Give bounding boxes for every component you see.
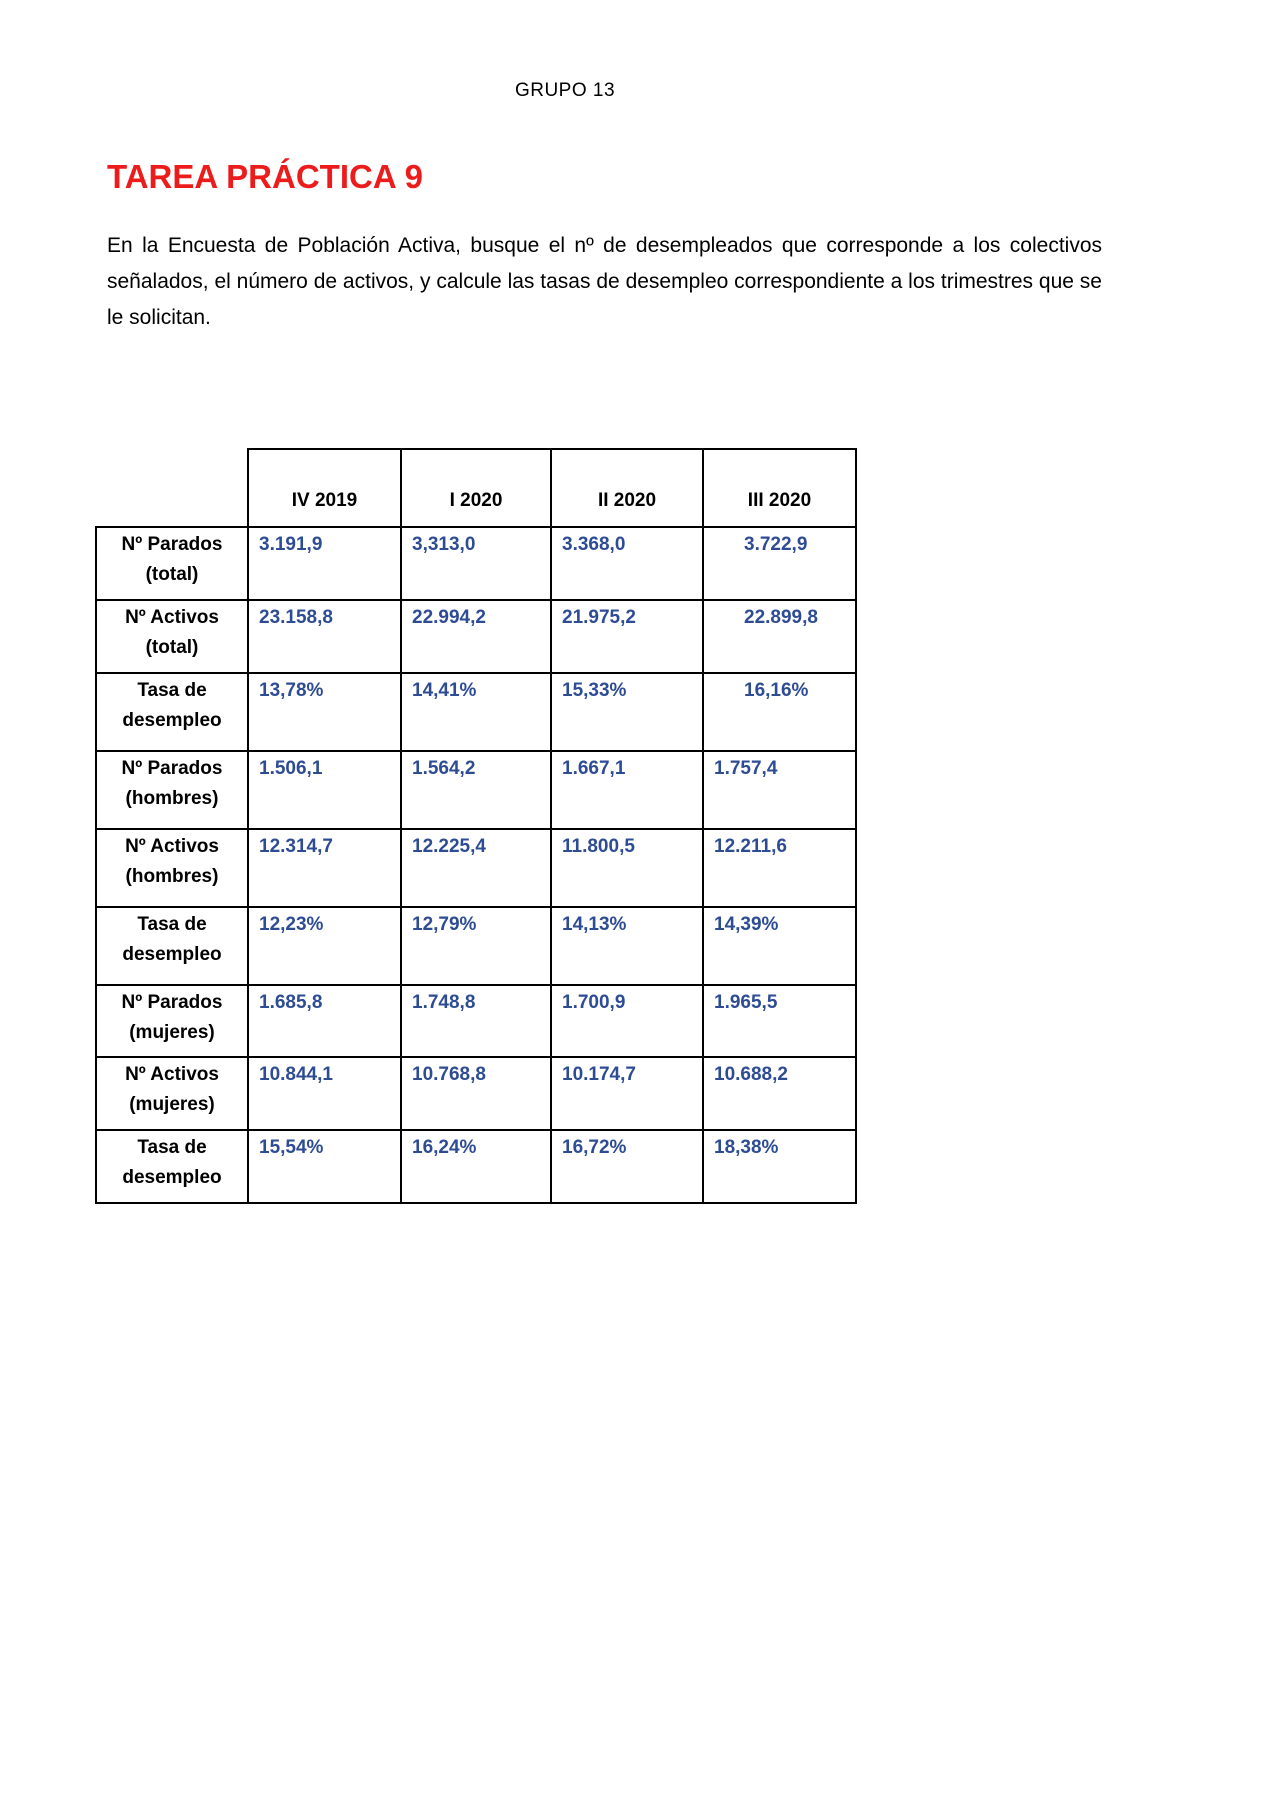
table-cell: 14,13% bbox=[551, 907, 703, 985]
row-label-line: (total) bbox=[145, 564, 199, 585]
row-label bbox=[96, 600, 248, 673]
row-label-line: Tasa de bbox=[137, 914, 207, 935]
page-header: GRUPO 13 bbox=[514, 80, 616, 101]
table-cell: 1.667,1 bbox=[551, 751, 703, 829]
table-cell: 23.158,8 bbox=[248, 600, 401, 673]
table-cell: 1.748,8 bbox=[401, 985, 551, 1057]
row-label bbox=[96, 527, 248, 600]
row-label-line: Nº Activos bbox=[125, 836, 219, 857]
table-row bbox=[96, 673, 856, 751]
table-cell: 15,33% bbox=[551, 673, 703, 751]
row-label-line: (total) bbox=[145, 637, 199, 658]
table-cell: 10.174,7 bbox=[551, 1057, 703, 1130]
row-label-line: Nº Parados bbox=[121, 758, 223, 779]
table-row bbox=[96, 600, 856, 673]
table-cell: 12.211,6 bbox=[703, 829, 856, 907]
row-label-line: desempleo bbox=[122, 1167, 222, 1188]
column-header: II 2020 bbox=[551, 449, 703, 527]
table-row bbox=[96, 829, 856, 907]
table-cell: 3.722,9 bbox=[703, 527, 856, 600]
table-cell: 3.368,0 bbox=[551, 527, 703, 600]
table-cell: 14,41% bbox=[401, 673, 551, 751]
row-label-line: Nº Parados bbox=[121, 992, 223, 1013]
table-cell: 12,23% bbox=[248, 907, 401, 985]
table-cell: 11.800,5 bbox=[551, 829, 703, 907]
table-row bbox=[96, 1057, 856, 1130]
table-cell: 12.225,4 bbox=[401, 829, 551, 907]
table-header-row bbox=[96, 449, 856, 527]
table-row bbox=[96, 985, 856, 1057]
table-cell: 3,313,0 bbox=[401, 527, 551, 600]
table-cell: 1.965,5 bbox=[703, 985, 856, 1057]
row-label-line: Tasa de bbox=[137, 680, 207, 701]
table-cell: 12,79% bbox=[401, 907, 551, 985]
table-row bbox=[96, 751, 856, 829]
table-cell: 10.768,8 bbox=[401, 1057, 551, 1130]
row-label bbox=[96, 1130, 248, 1203]
row-label-line: desempleo bbox=[122, 944, 222, 965]
table-row bbox=[96, 1130, 856, 1203]
table-cell: 18,38% bbox=[703, 1130, 856, 1203]
row-label-line: (mujeres) bbox=[129, 1094, 215, 1115]
table-cell: 10.844,1 bbox=[248, 1057, 401, 1130]
row-label-line: (hombres) bbox=[125, 866, 219, 887]
row-label bbox=[96, 1057, 248, 1130]
table-cell: 1.685,8 bbox=[248, 985, 401, 1057]
row-label bbox=[96, 985, 248, 1057]
column-header: III 2020 bbox=[703, 449, 856, 527]
table-cell: 1.757,4 bbox=[703, 751, 856, 829]
table-cell: 13,78% bbox=[248, 673, 401, 751]
row-label-line: (mujeres) bbox=[129, 1022, 215, 1043]
row-label bbox=[96, 907, 248, 985]
column-header: IV 2019 bbox=[248, 449, 401, 527]
column-header: I 2020 bbox=[401, 449, 551, 527]
unemployment-table bbox=[95, 448, 857, 1204]
table-cell: 1.700,9 bbox=[551, 985, 703, 1057]
table-cell: 3.191,9 bbox=[248, 527, 401, 600]
row-label-line: (hombres) bbox=[125, 788, 219, 809]
table-cell: 22.899,8 bbox=[703, 600, 856, 673]
table-cell: 12.314,7 bbox=[248, 829, 401, 907]
table-cell: 16,72% bbox=[551, 1130, 703, 1203]
table-row bbox=[96, 907, 856, 985]
row-label bbox=[96, 673, 248, 751]
table-cell: 16,24% bbox=[401, 1130, 551, 1203]
row-label-line: Nº Activos bbox=[125, 1064, 219, 1085]
row-label-line: Tasa de bbox=[137, 1137, 207, 1158]
table-cell: 22.994,2 bbox=[401, 600, 551, 673]
intro-paragraph: En la Encuesta de Población Activa, busque el nº de desempleados que corresponde a los colectivos señalados, el número de activos, y calcule las tasas de desempleo correspondiente a los trimestres que se le solicitan. bbox=[107, 234, 1102, 329]
table-row bbox=[96, 527, 856, 600]
row-label bbox=[96, 829, 248, 907]
table-cell: 21.975,2 bbox=[551, 600, 703, 673]
row-label-line: Nº Activos bbox=[125, 607, 219, 628]
page-title: TAREA PRÁCTICA 9 bbox=[107, 158, 423, 195]
table-corner-cell bbox=[96, 449, 248, 527]
table-cell: 16,16% bbox=[703, 673, 856, 751]
table-cell: 1.564,2 bbox=[401, 751, 551, 829]
row-label-line: Nº Parados bbox=[121, 534, 223, 555]
table-cell: 10.688,2 bbox=[703, 1057, 856, 1130]
row-label bbox=[96, 751, 248, 829]
table-cell: 1.506,1 bbox=[248, 751, 401, 829]
row-label-line: desempleo bbox=[122, 710, 222, 731]
table-cell: 14,39% bbox=[703, 907, 856, 985]
table-cell: 15,54% bbox=[248, 1130, 401, 1203]
